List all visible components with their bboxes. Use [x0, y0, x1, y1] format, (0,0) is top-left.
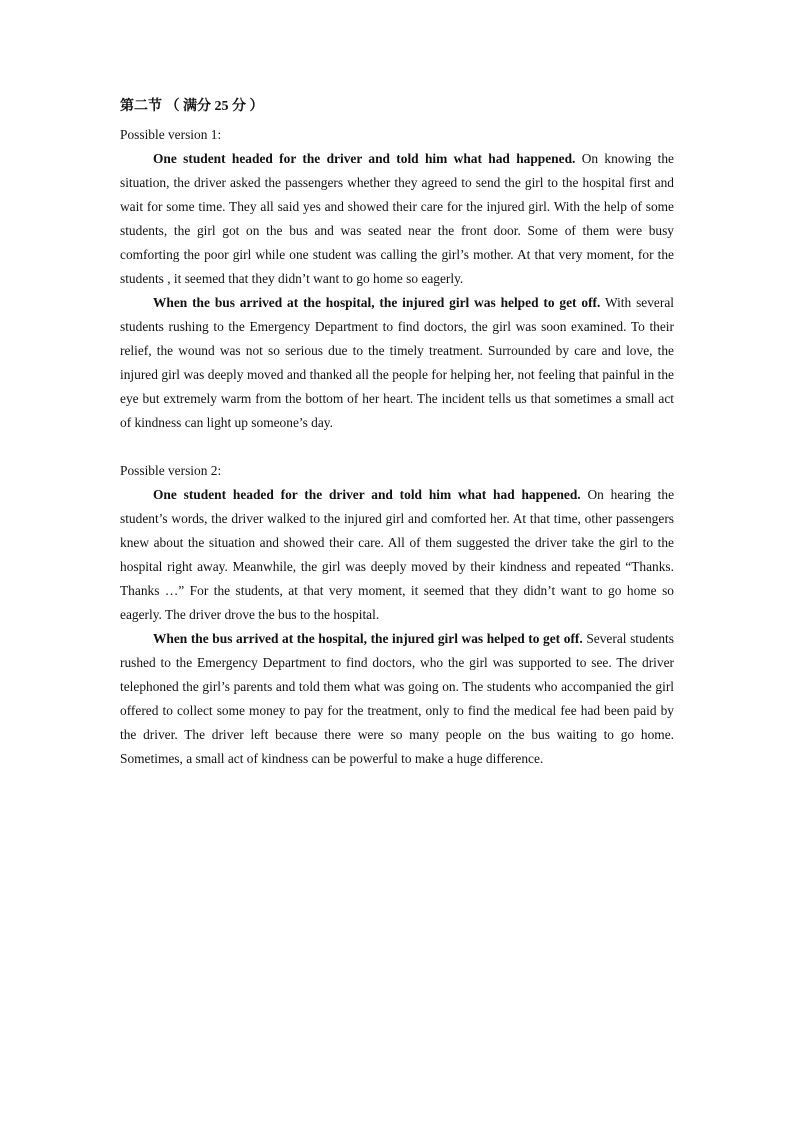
version-1-paragraph-1 — [120, 147, 674, 291]
document-page — [120, 95, 674, 771]
version-1-paragraph-2-text: With several students rushing to the Emergency Department to find doctors, the girl was soon examined. To their relief, the wound was not so serious due to the timely treatment. Surrounded by care and love, the injured girl was deeply moved and thanked all the people for helping her, not feeling that painful in the eye but extremely warm from the bottom of her heart. The incident tells us that sometimes a small act of kindness can light up someone’s day. — [120, 295, 674, 430]
version-1-paragraph-1-lead: One student headed for the driver and told him what had happened. — [153, 151, 576, 166]
version-1 — [120, 123, 674, 435]
version-2-paragraph-1-lead: One student headed for the driver and told him what had happened. — [153, 487, 581, 502]
version-1-paragraph-2 — [120, 291, 674, 435]
version-1-label: Possible version 1: — [120, 127, 222, 142]
version-2-paragraph-1 — [120, 483, 674, 627]
version-2-paragraph-2-lead: When the bus arrived at the hospital, the injured girl was helped to get off. — [153, 631, 583, 646]
version-2-label: Possible version 2: — [120, 463, 222, 478]
version-2-paragraph-2 — [120, 627, 674, 771]
version-2-paragraph-2-text: Several students rushed to the Emergency Department to find doctors, who the girl was supported to see. The driver telephoned the girl’s parents and told them what was going on. The students who accompanied the girl offered to collect some money to pay for the treatment, only to find the medical fee had been paid by the driver. The driver left because there were so many people on the bus waiting to go home. Sometimes, a small act of kindness can be powerful to make a huge difference. — [120, 631, 674, 766]
version-1-paragraph-1-text: On knowing the situation, the driver asked the passengers whether they agreed to send the girl to the hospital first and wait for some time. They all said yes and showed their care for the injured girl. With the help of some students, the girl got on the bus and was seated near the front door. Some of them were busy comforting the poor girl while one student was calling the girl’s mother. At that very moment, for the students , it seemed that they didn’t want to go home so eagerly. — [120, 151, 675, 286]
version-2-paragraph-1-text: On hearing the student’s words, the driver walked to the injured girl and comforted her. At that time, other passengers knew about the situation and showed their care. All of them suggested the driver take the girl to the hospital right away. Meanwhile, the girl was deeply moved by their kindness and repeated “Thanks. Thanks …” For the students, at that very moment, it seemed that they didn’t want to go home so eagerly. The driver drove the bus to the hospital. — [120, 487, 675, 622]
version-1-paragraph-2-lead: When the bus arrived at the hospital, the injured girl was helped to get off. — [153, 295, 601, 310]
version-separator — [120, 435, 674, 459]
version-2 — [120, 459, 674, 771]
section-title: 第二节 （ 满分 25 分 ） — [120, 99, 264, 114]
